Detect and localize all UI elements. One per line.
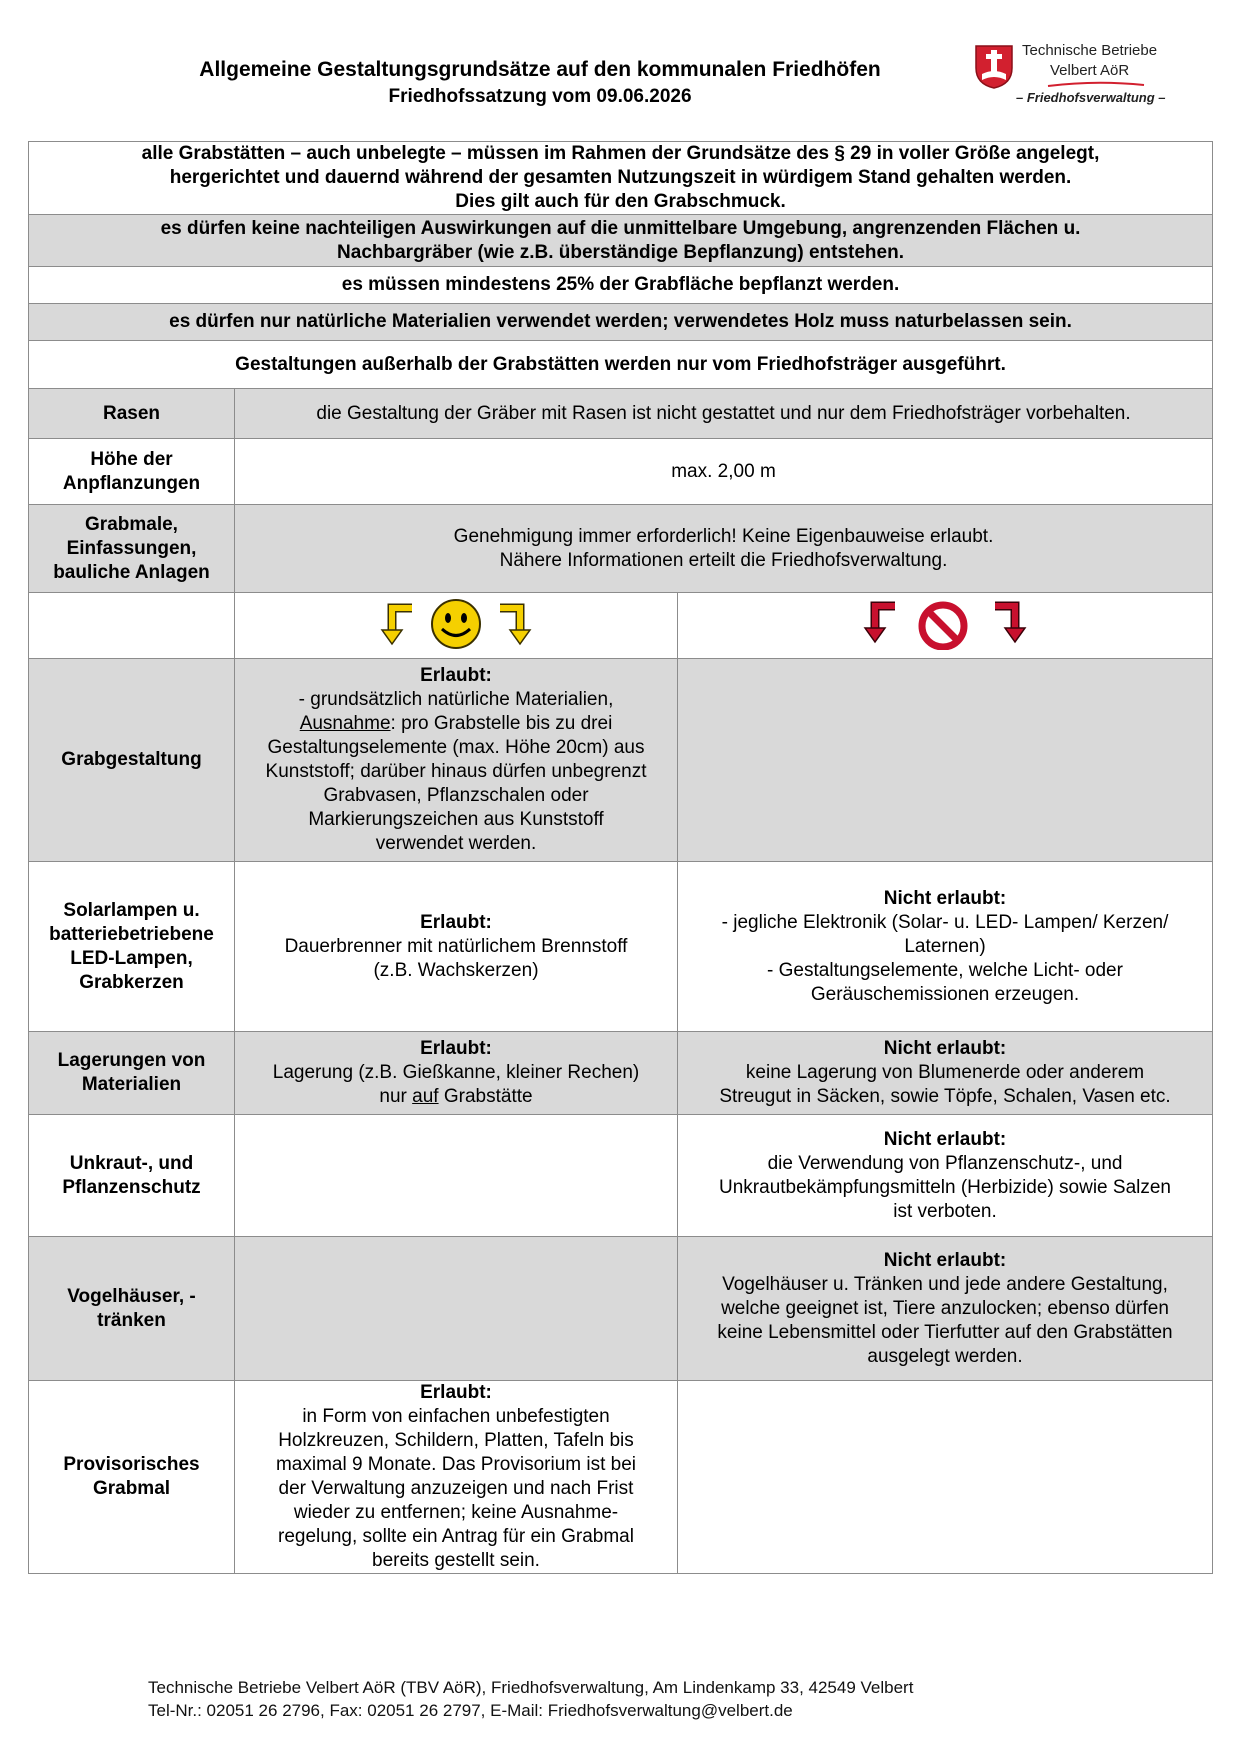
label-lagerung-l1: Lagerungen von xyxy=(57,1050,206,1071)
allowed-text-l6: regelung, sollte ein Antrag für ein Grabmal xyxy=(278,1526,634,1547)
row-rasen xyxy=(29,389,1213,439)
row-grabgestaltung xyxy=(29,659,1213,862)
label-hoehe-l2: Anpflanzungen xyxy=(62,472,201,494)
forbidden-heading: Nicht erlaubt: xyxy=(883,887,1007,909)
forbidden-text-l1: - jegliche Elektronik (Solar- u. LED- Lampen/ Kerzen/ xyxy=(721,911,1169,933)
row-grabmale xyxy=(29,505,1213,593)
forbidden-icons xyxy=(855,594,1035,650)
logo-line-3: – Friedhofsverwaltung – xyxy=(1016,90,1166,105)
allowed-heading: Erlaubt: xyxy=(420,911,492,933)
label-grabgestaltung: Grabgestaltung xyxy=(29,659,235,862)
allowed-heading: Erlaubt: xyxy=(420,1382,492,1403)
label-unkraut-l2: Pflanzenschutz xyxy=(62,1176,201,1198)
intro-cell-2 xyxy=(29,215,1213,267)
coat-of-arms-icon xyxy=(974,44,1014,90)
intro-cell-4: es dürfen nur natürliche Materialien verwendet werden; verwendetes Holz muss naturbelassen sein. xyxy=(29,304,1213,341)
allowed-heading: Erlaubt: xyxy=(420,1038,492,1059)
label-grabmale-l3: bauliche Anlagen xyxy=(53,561,210,583)
forbidden-provisorisch xyxy=(678,1381,1213,1574)
forbidden-text-l2: welche geeignet ist, Tiere anzulocken; ebenso dürfen xyxy=(721,1297,1169,1319)
allowed-text-l2-b: Grabstätte xyxy=(438,1086,533,1107)
allowed-text-l7: verwendet werden. xyxy=(375,833,537,854)
allowed-text-l1: in Form von einfachen unbefestigten xyxy=(302,1406,610,1427)
document-header xyxy=(150,56,930,110)
intro-text-2a: es dürfen keine nachteiligen Auswirkungen auf die unmittelbare Umgebung, angrenzenden Flächen u. xyxy=(160,217,1081,239)
intro-text-1a: alle Grabstätten – auch unbelegte – müssen im Rahmen der Grundsätze des § 29 in voller Größe angelegt, xyxy=(141,143,1100,164)
forbidden-text-l3: keine Lebensmittel oder Tierfutter auf den Grabstätten xyxy=(717,1321,1173,1343)
row-solar xyxy=(29,862,1213,1032)
row-lagerung xyxy=(29,1032,1213,1115)
page-title: Allgemeine Gestaltungsgrundsätze auf den kommunalen Friedhöfen xyxy=(199,58,881,81)
forbidden-lagerung xyxy=(678,1032,1213,1115)
allowed-heading: Erlaubt: xyxy=(420,665,492,686)
allowed-unkraut xyxy=(235,1115,678,1237)
logo-swoosh xyxy=(1046,80,1146,88)
intro-text-1c: Dies gilt auch für den Grabschmuck. xyxy=(455,191,786,212)
label-solar xyxy=(29,862,235,1032)
allowed-text-l4: der Verwaltung anzuzeigen und nach Frist xyxy=(278,1478,634,1499)
intro-row-4 xyxy=(29,304,1213,341)
allowed-text-l3: Gestaltungselemente (max. Höhe 20cm) aus xyxy=(267,737,645,758)
label-lagerung xyxy=(29,1032,235,1115)
allowed-text-l2 xyxy=(245,1085,667,1109)
allowed-text-l2: Holzkreuzen, Schildern, Platten, Tafeln bis xyxy=(278,1430,634,1451)
label-solar-l1: Solarlampen u. xyxy=(63,899,200,921)
label-vogel-l2: tränken xyxy=(97,1309,166,1331)
text-hoehe: max. 2,00 m xyxy=(235,439,1213,505)
page-footer xyxy=(148,1676,913,1722)
allowed-text-l7: bereits gestellt sein. xyxy=(372,1550,540,1571)
allowed-text-l1: Lagerung (z.B. Gießkanne, kleiner Rechen) xyxy=(272,1062,640,1083)
allowed-text-l2-rest: : pro Grabstelle bis zu drei xyxy=(390,713,613,734)
no-entry-icon xyxy=(922,605,964,647)
logo-line-1: Technische Betriebe xyxy=(1022,42,1158,59)
label-vogel-l1: Vogelhäuser, - xyxy=(67,1285,196,1307)
rules-table xyxy=(28,141,1213,1574)
intro-row-2 xyxy=(29,215,1213,267)
row-vogel xyxy=(29,1237,1213,1381)
label-unkraut xyxy=(29,1115,235,1237)
allowed-text-l2: (z.B. Wachskerzen) xyxy=(373,959,539,981)
row-unkraut xyxy=(29,1115,1213,1237)
label-hoehe-l1: Höhe der xyxy=(90,448,173,470)
allowed-icons xyxy=(376,594,536,650)
smiley-icon xyxy=(432,600,480,648)
allowed-provisorisch xyxy=(235,1381,678,1574)
forbidden-text-l3: - Gestaltungselemente, welche Licht- oder xyxy=(767,959,1123,981)
forbidden-heading: Nicht erlaubt: xyxy=(883,1249,1007,1271)
text-grabmale-l2: Nähere Informationen erteilt die Friedhofsverwaltung. xyxy=(499,549,948,571)
arrow-turn-left-icon xyxy=(865,606,895,642)
label-provisorisch-l2: Grabmal xyxy=(92,1478,171,1499)
row-icons xyxy=(29,593,1213,659)
arrow-turn-right-icon xyxy=(995,606,1025,642)
forbidden-text-l1: keine Lagerung von Blumenerde oder anderem xyxy=(745,1062,1145,1083)
allowed-text-l3: maximal 9 Monate. Das Provisorium ist bei xyxy=(275,1454,637,1475)
intro-cell-1 xyxy=(29,142,1213,215)
allowed-vogel xyxy=(235,1237,678,1381)
forbidden-text-l3: ist verboten. xyxy=(893,1200,997,1222)
label-rasen: Rasen xyxy=(29,389,235,439)
label-solar-l2: batteriebetriebene xyxy=(49,923,214,945)
allowed-icons-cell xyxy=(235,593,678,659)
label-vogel xyxy=(29,1237,235,1381)
allowed-text-l2 xyxy=(245,712,667,736)
intro-cell-5: Gestaltungen außerhalb der Grabstätten werden nur vom Friedhofsträger ausgeführt. xyxy=(29,341,1213,389)
forbidden-text-l2: Laternen) xyxy=(904,935,986,957)
label-hoehe xyxy=(29,439,235,505)
logo-line-2: Velbert AöR xyxy=(1050,62,1130,79)
forbidden-text-l4: Geräuschemissionen erzeugen. xyxy=(810,983,1080,1005)
allowed-text-l1: - grundsätzlich natürliche Materialien, xyxy=(298,689,614,710)
arrow-turn-right-icon xyxy=(500,608,530,644)
allowed-text-l5: wieder zu entfernen; keine Ausnahme- xyxy=(293,1502,619,1523)
allowed-solar xyxy=(235,862,678,1032)
label-provisorisch-l1: Provisorisches xyxy=(63,1454,200,1475)
organization-logo xyxy=(974,40,1194,114)
forbidden-text-l1: die Verwendung von Pflanzenschutz-, und xyxy=(767,1152,1123,1174)
forbidden-icons-cell xyxy=(678,593,1213,659)
allowed-text-l1: Dauerbrenner mit natürlichem Brennstoff xyxy=(284,935,628,957)
intro-text-2b: Nachbargräber (wie z.B. überständige Bepflanzung) entstehen. xyxy=(337,241,904,263)
text-rasen: die Gestaltung der Gräber mit Rasen ist nicht gestattet und nur dem Friedhofsträger vorbehalten. xyxy=(235,389,1213,439)
icons-empty-cell xyxy=(29,593,235,659)
forbidden-vogel xyxy=(678,1237,1213,1381)
text-grabmale xyxy=(235,505,1213,593)
intro-cell-3: es müssen mindestens 25% der Grabfläche bepflanzt werden. xyxy=(29,267,1213,304)
allowed-lagerung xyxy=(235,1032,678,1115)
label-provisorisch xyxy=(29,1381,235,1574)
footer-address: Technische Betriebe Velbert AöR (TBV AöR), Friedhofsverwaltung, Am Lindenkamp 33, 42549 Velbert xyxy=(148,1678,914,1697)
arrow-turn-left-icon xyxy=(382,608,412,644)
row-provisorisch xyxy=(29,1381,1213,1574)
allowed-grabgestaltung xyxy=(235,659,678,862)
allowed-text-l2-a: nur xyxy=(379,1086,413,1107)
label-solar-l4: Grabkerzen xyxy=(79,971,184,993)
allowed-text-l6: Markierungszeichen aus Kunststoff xyxy=(308,809,604,830)
forbidden-text-l1: Vogelhäuser u. Tränken und jede andere Gestaltung, xyxy=(722,1273,1168,1295)
intro-text-1b: hergerichtet und dauernd während der gesamten Nutzungszeit in würdigem Stand gehalten werden. xyxy=(169,167,1072,188)
intro-row-1 xyxy=(29,142,1213,215)
forbidden-unkraut xyxy=(678,1115,1213,1237)
intro-row-5 xyxy=(29,341,1213,389)
forbidden-heading: Nicht erlaubt: xyxy=(883,1128,1007,1150)
label-solar-l3: LED-Lampen, xyxy=(70,947,193,969)
label-grabmale-l2: Einfassungen, xyxy=(66,537,197,559)
text-grabmale-l1: Genehmigung immer erforderlich! Keine Eigenbauweise erlaubt. xyxy=(453,525,994,547)
intro-row-3 xyxy=(29,267,1213,304)
forbidden-text-l2: Streugut in Säcken, sowie Töpfe, Schalen, Vasen etc. xyxy=(719,1086,1171,1107)
label-grabmale xyxy=(29,505,235,593)
label-unkraut-l1: Unkraut-, und xyxy=(69,1152,194,1174)
forbidden-heading: Nicht erlaubt: xyxy=(883,1038,1007,1059)
auf-label: auf xyxy=(412,1086,439,1107)
ausnahme-label: Ausnahme xyxy=(299,713,391,734)
label-lagerung-l2: Materialien xyxy=(81,1074,182,1095)
allowed-text-l4: Kunststoff; darüber hinaus dürfen unbegrenzt xyxy=(265,761,647,782)
forbidden-grabgestaltung xyxy=(678,659,1213,862)
allowed-text-l5: Grabvasen, Pflanzschalen oder xyxy=(323,785,589,806)
forbidden-text-l2: Unkrautbekämpfungsmitteln (Herbizide) sowie Salzen xyxy=(719,1176,1171,1198)
label-grabmale-l1: Grabmale, xyxy=(85,513,178,535)
forbidden-text-l4: ausgelegt werden. xyxy=(867,1345,1023,1367)
page-subtitle: Friedhofssatzung vom 09.06.2026 xyxy=(388,86,692,107)
forbidden-solar xyxy=(678,862,1213,1032)
footer-contact: Tel-Nr.: 02051 26 2796, Fax: 02051 26 2797, E-Mail: Friedhofsverwaltung@velbert.de xyxy=(148,1701,793,1720)
row-hoehe xyxy=(29,439,1213,505)
